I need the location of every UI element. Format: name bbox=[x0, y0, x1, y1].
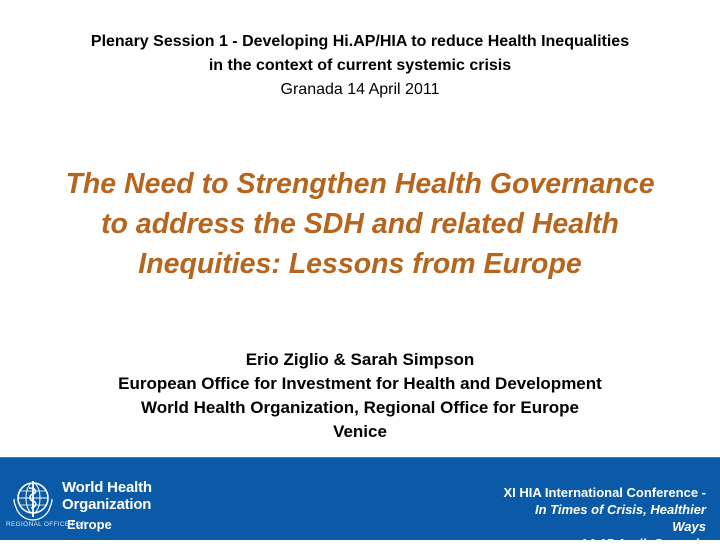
session-date: Granada 14 April 2011 bbox=[280, 81, 440, 98]
conference-line-4: 14-15 April, Granada bbox=[580, 536, 706, 551]
who-regional-label: REGIONAL OFFICE FOR bbox=[6, 521, 87, 528]
conference-info bbox=[446, 484, 706, 552]
who-name-line-1: World Health bbox=[62, 479, 152, 496]
who-europe-label: Europe bbox=[67, 517, 112, 532]
slide-title-line-3: Inequities: Lessons from Europe bbox=[138, 248, 582, 280]
slide-title-line-1: The Need to Strengthen Health Governance bbox=[65, 168, 655, 200]
author-office: European Office for Investment for Health and Development bbox=[118, 374, 602, 393]
footer-divider bbox=[0, 457, 720, 458]
author-organization: World Health Organization, Regional Office for Europe bbox=[141, 398, 579, 417]
session-title: Plenary Session 1 - Developing Hi.AP/HIA to reduce Health Inequalities bbox=[90, 33, 630, 50]
author-names: Erio Ziglio & Sarah Simpson bbox=[245, 350, 475, 369]
author-city: Venice bbox=[333, 422, 387, 441]
authors-block bbox=[0, 348, 720, 444]
who-name bbox=[62, 479, 152, 513]
conference-line-3: Ways bbox=[672, 519, 706, 534]
session-subtitle: in the context of current systemic crisis bbox=[208, 57, 512, 74]
slide-title bbox=[20, 164, 700, 284]
session-header bbox=[0, 30, 720, 102]
slide-title-line-2: to address the SDH and related Health bbox=[101, 208, 619, 240]
who-name-line-2: Organization bbox=[62, 496, 152, 513]
conference-line-2: In Times of Crisis, Healthier bbox=[535, 502, 706, 517]
conference-line-1: XI HIA International Conference - bbox=[503, 485, 706, 500]
footer-bar bbox=[0, 457, 720, 551]
who-emblem-icon bbox=[10, 477, 56, 523]
